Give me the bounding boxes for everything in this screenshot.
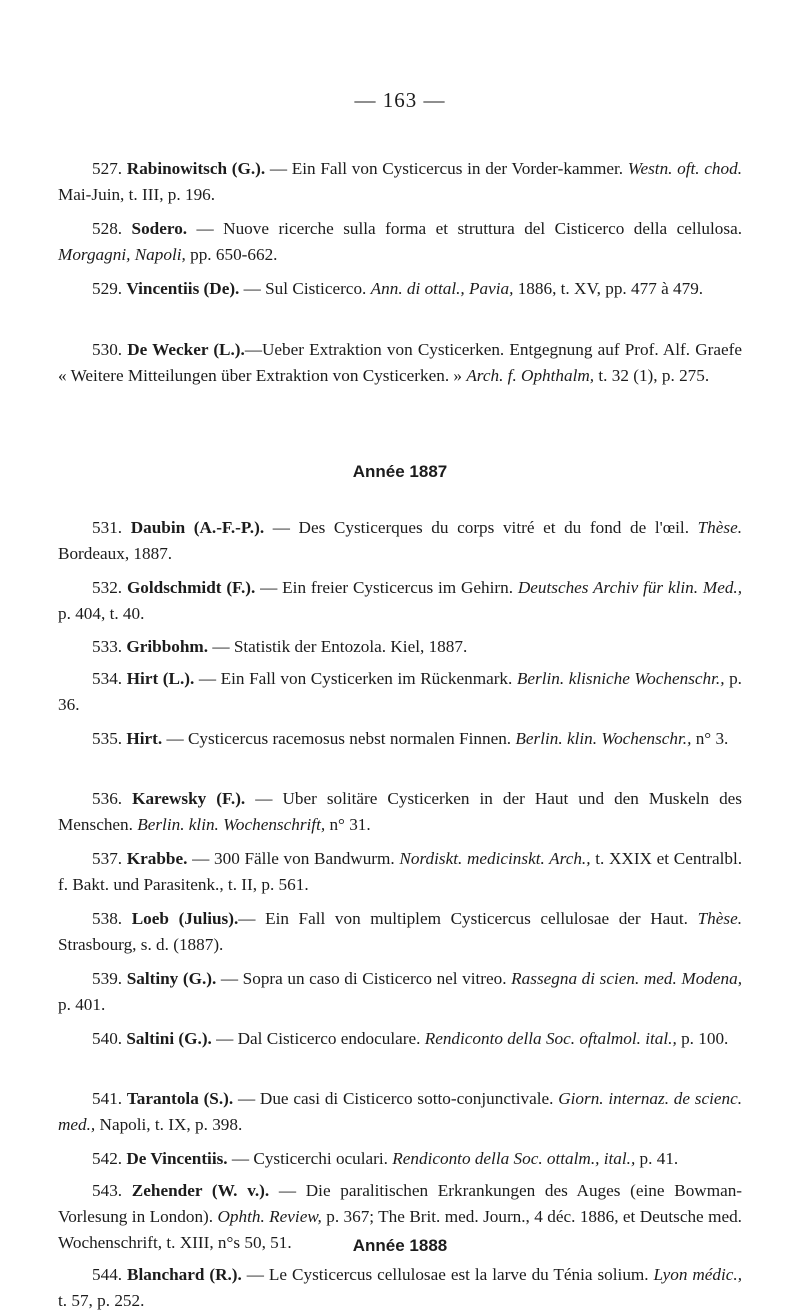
bibliography-entry [58,156,742,208]
entry-title: — Due casi di Cisticerco sotto-conjunctivale. [233,1089,559,1108]
bibliography-entry [58,337,742,389]
entry-title: — Le Cysticercus cellulosae est la larve du Ténia solium. [241,1265,654,1284]
entry-title: — 300 Fälle von Bandwurm. [187,849,400,868]
entry-number: 544. [92,1265,123,1284]
entry-title: —Ueber Extraktion von Cysticerken. Entgegnung auf Prof. Alf. Graefe « Weitere Mitteilungen über Extraktion von Cysticerken. » [58,340,742,385]
year-heading: Année 1887 [352,462,448,481]
entry-journal: Lyon médic., [653,1265,743,1284]
entry-author: Goldschmidt (F.). [126,578,256,597]
entry-journal: Deutsches Archiv für klin. Med., [517,578,743,597]
bibliography-entry [58,726,742,752]
entry-title: — Dal Cisticerco endoculare. [211,1029,425,1048]
entry-reference: Bordeaux, 1887. [58,544,173,563]
entry-reference: Mai-Juin, t. III, p. 196. [58,185,216,204]
entry-title: — Ein freier Cysticercus im Gehirn. [255,578,518,597]
page-number: — 163 — [354,88,446,112]
entry-reference: p. 367; The Brit. med. Journ., 4 déc. 1886, et Deutsche med. Wochenschrift, t. XIII, n°s 50, 51. [58,1207,742,1252]
entry-title: — Cysticercus racemosus nebst normalen Finnen. [162,729,516,748]
entry-number: 543. [92,1181,123,1200]
entry-number: 535. [92,729,123,748]
entry-number: 529. [92,279,123,298]
entry-journal: Giorn. internaz. de scienc. med., [58,1089,742,1134]
entry-reference: p. 404, t. 40. [58,604,145,623]
bibliography-entry [58,1086,742,1138]
bibliography-entry [58,1146,742,1172]
entry-reference: p. 36. [58,669,742,714]
entry-journal: Rendiconto della Soc. oftalmol. ital., [424,1029,677,1048]
bibliography-entry [58,1262,742,1314]
entry-reference: t. XXIX et Centralbl. f. Bakt. und Parasitenk., t. II, p. 561. [58,849,743,894]
entry-author: Daubin (A.-F.-P.). [130,518,265,537]
entry-number: 534. [92,669,123,688]
entry-author: Gribbohm. [126,637,209,656]
entry-title: — Sopra un caso di Cisticerco nel vitreo. [216,969,512,988]
entry-journal: Nordiskt. medicinskt. Arch., [399,849,591,868]
year-heading: Année 1888 [352,1236,448,1255]
entry-number: 539. [92,969,123,988]
entry-author: Loeb (Julius). [131,909,239,928]
entry-title: — Ein Fall von Cysticerken im Rückenmark. [194,669,517,688]
entry-author: Zehender (W. v.). [131,1181,270,1200]
entry-title: — Uber solitäre Cysticerken in der Haut und den Muskeln des Menschen. [58,789,742,834]
entry-reference: n° 3. [691,729,729,748]
entry-author: Blanchard (R.). [127,1265,242,1284]
bibliography-entry [58,216,742,268]
entry-author: Rabinowitsch (G.). [126,159,266,178]
entry-reference: t. 57, p. 252. [58,1291,145,1310]
bibliography-entry [58,276,742,302]
entry-journal: Berlin. klin. Wochenschr., [515,729,692,748]
entry-author: Sodero. [131,219,188,238]
entry-journal: Ophth. Review, [217,1207,322,1226]
entry-author: Tarantola (S.). [126,1089,234,1108]
entry-author: Hirt. [126,729,163,748]
entry-number: 542. [92,1149,123,1168]
entry-title: — Sul Cisticerco. [239,279,371,298]
bibliography-entry [58,575,742,627]
entry-journal: Westn. oft. chod. [627,159,743,178]
entry-author: Krabbe. [126,849,188,868]
entry-number: 540. [92,1029,123,1048]
entry-author: Vincentiis (De). [126,279,240,298]
entry-number: 530. [92,340,123,359]
entry-title: — Nuove ricerche sulla forma et struttura del Cisticerco della cellulosa. [187,219,742,238]
entry-journal: Rendiconto della Soc. ottalm., ital., [392,1149,636,1168]
bibliography-entry [58,634,742,660]
entry-reference: pp. 650-662. [185,245,278,264]
bibliography-entry [58,786,742,838]
entry-number: 538. [92,909,123,928]
entry-number: 532. [92,578,123,597]
entry-journal: Berlin. klin. Wochenschrift, [137,815,326,834]
entry-journal: Arch. f. Ophthalm, [466,366,595,385]
entry-author: Saltini (G.). [126,1029,212,1048]
entry-reference: Napoli, t. IX, p. 398. [95,1115,243,1134]
bibliography-entry [58,515,742,567]
entry-title: — Cysticerchi oculari. [227,1149,393,1168]
entry-journal: Morgagni, Napoli, [58,245,186,264]
entry-author: Hirt (L.). [126,669,195,688]
entry-journal: Thèse. [697,909,742,928]
bibliography-entry [58,666,742,718]
entry-title: — Statistik der Entozola. Kiel, 1887. [208,637,468,656]
entry-number: 536. [92,789,123,808]
entry-journal: Rassegna di scien. med. Modena, [511,969,742,988]
entry-journal: Thèse. [697,518,743,537]
entry-author: De Vincentiis. [126,1149,228,1168]
bibliography-entry [58,1026,742,1052]
entry-title: — Die paralitischen Erkrankungen des Auges (eine Bowman-Vorlesung in London). [58,1181,743,1226]
entry-reference: p. 401. [58,995,106,1014]
entry-number: 531. [92,518,123,537]
entry-reference: p. 100. [676,1029,729,1048]
entry-reference: t. 32 (1), p. 275. [594,366,710,385]
entry-number: 527. [92,159,123,178]
entry-title: — Des Cysticerques du corps vitré et du fond de l'œil. [264,518,698,537]
entry-reference: 1886, t. XV, pp. 477 à 479. [513,279,704,298]
entry-title: — Ein Fall von Cysticercus in der Vorder-kammer. [265,159,628,178]
entry-journal: Berlin. klisniche Wochenschr., [516,669,725,688]
bibliography-entry [58,906,742,958]
entry-number: 533. [92,637,123,656]
entry-number: 537. [92,849,123,868]
bibliography-entry [58,846,742,898]
entry-title: — Ein Fall von multiplem Cysticercus cellulosae der Haut. [238,909,698,928]
entry-number: 541. [92,1089,123,1108]
entry-reference: Strasbourg, s. d. (1887). [58,935,224,954]
bibliography-entry [58,966,742,1018]
entry-author: Saltiny (G.). [126,969,217,988]
entry-reference: n° 31. [325,815,371,834]
entry-journal: Ann. di ottal., Pavia, [370,279,514,298]
entry-reference: p. 41. [635,1149,679,1168]
entry-author: Karewsky (F.). [132,789,246,808]
entry-author: De Wecker (L.). [127,340,245,359]
entry-number: 528. [92,219,123,238]
